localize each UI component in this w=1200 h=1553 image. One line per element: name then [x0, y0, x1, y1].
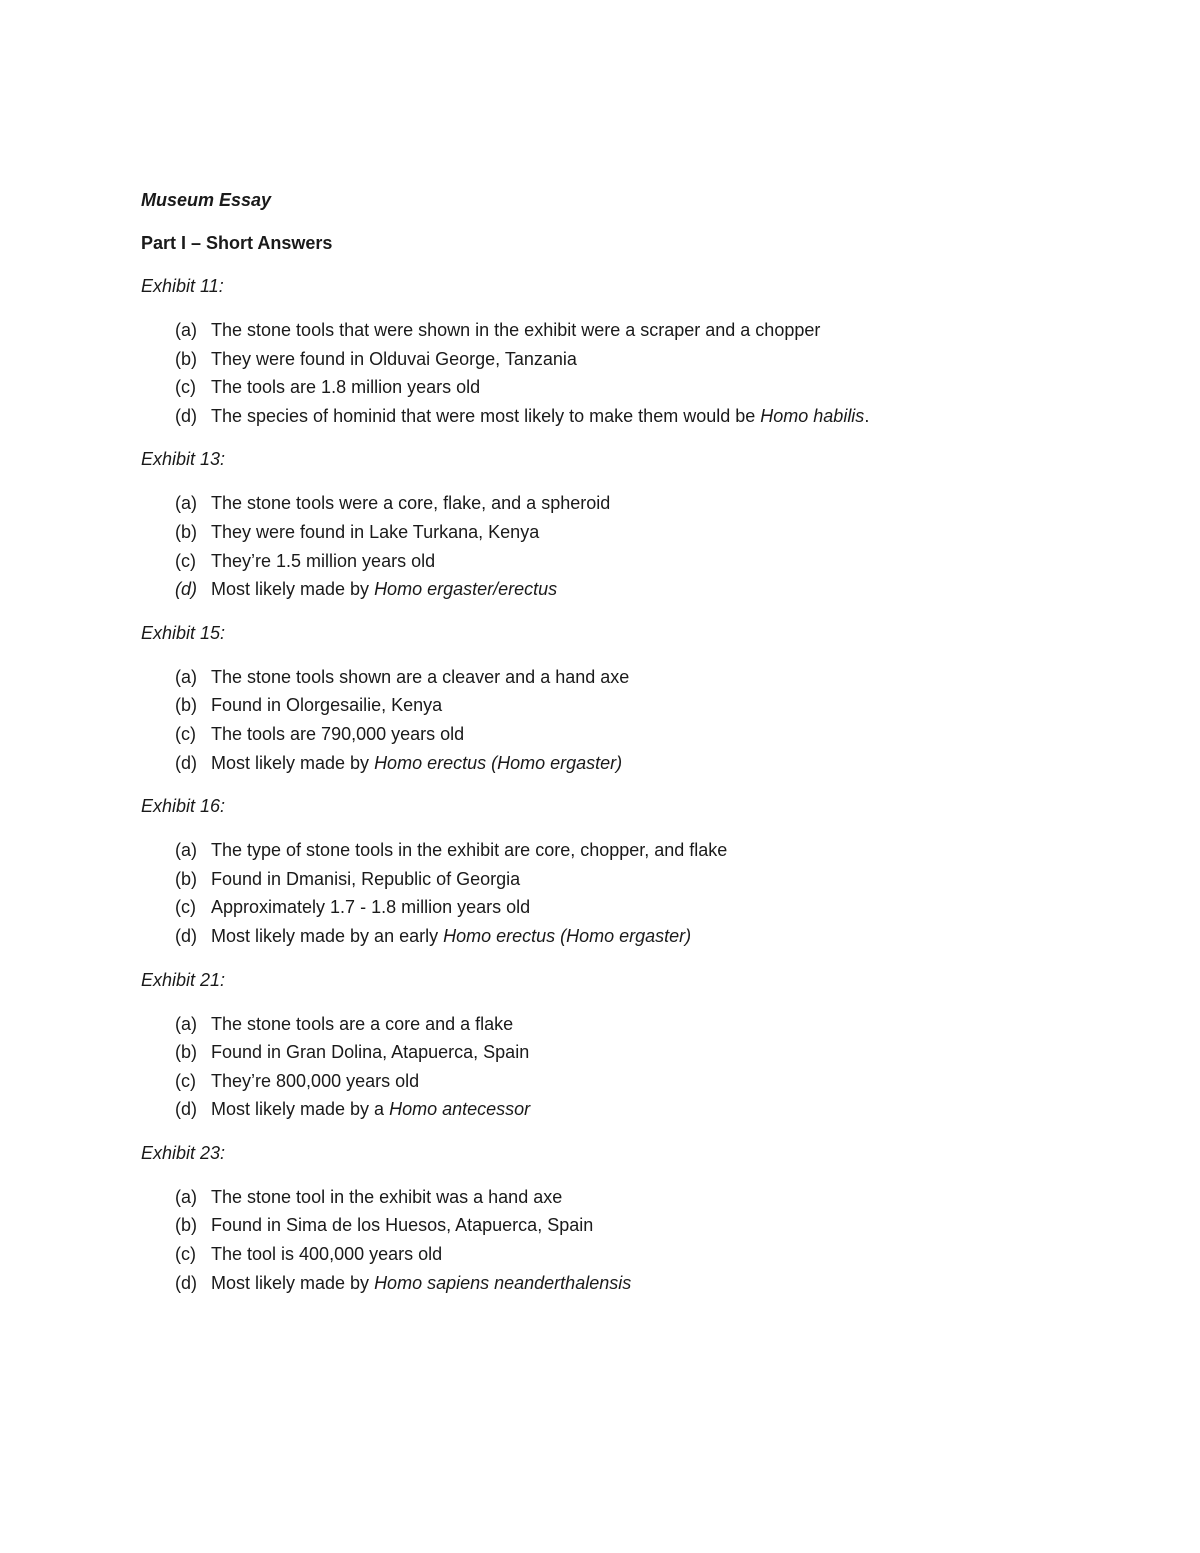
answer-marker: (a) — [175, 1186, 197, 1207]
exhibit-section-1 — [141, 272, 1101, 430]
species-name: Homo erectus (Homo ergaster) — [374, 752, 623, 773]
answer-marker: (d) — [175, 1099, 197, 1120]
answer-text: Most likely made by — [211, 1272, 375, 1293]
answer-text: Found in Olorgesailie, Kenya — [211, 695, 443, 716]
exhibit-heading: Exhibit 23: — [141, 1142, 226, 1163]
answer-text: Most likely made by an early — [211, 925, 444, 946]
species-name: Homo sapiens neanderthalensis — [374, 1272, 632, 1293]
answer-text: They were found in Lake Turkana, Kenya — [211, 521, 540, 542]
answer-marker: (b) — [175, 521, 197, 542]
answer-marker: (a) — [175, 666, 197, 687]
exhibit-heading: Exhibit 16: — [141, 796, 226, 817]
exhibit-section-2 — [141, 445, 1101, 603]
answer-text: They’re 800,000 years old — [211, 1070, 420, 1091]
answer-text: The stone tool in the exhibit was a hand axe — [211, 1186, 563, 1207]
answer-item — [141, 922, 1101, 951]
part-heading: Part I – Short Answers — [141, 233, 333, 253]
answer-item — [141, 691, 1101, 720]
answer-marker: (b) — [175, 1215, 197, 1236]
answer-text: The type of stone tools in the exhibit are core, chopper, and flake — [211, 840, 728, 861]
answer-marker: (c) — [175, 550, 196, 571]
exhibit-heading: Exhibit 11: — [141, 276, 224, 296]
answer-text: The stone tools are a core and a flake — [211, 1013, 514, 1034]
answer-item — [141, 1211, 1101, 1240]
answer-item — [141, 1010, 1101, 1039]
answer-text: Found in Sima de los Huesos, Atapuerca, Spain — [211, 1215, 594, 1236]
exhibit-section-4 — [141, 792, 1101, 950]
answer-list — [141, 1183, 1101, 1297]
answer-marker: (a) — [175, 320, 197, 340]
document-body — [141, 186, 1101, 1297]
answer-text: The tools are 1.8 million years old — [211, 377, 481, 398]
answer-marker: (c) — [175, 377, 196, 398]
answer-text: Most likely made by — [211, 752, 375, 773]
exhibit-heading: Exhibit 13: — [141, 449, 226, 470]
species-name: Homo ergaster/erectus — [374, 579, 558, 600]
answer-text: Found in Dmanisi, Republic of Georgia — [211, 868, 521, 889]
document-title: Museum Essay — [141, 190, 272, 210]
answer-item — [141, 489, 1101, 518]
answer-item — [141, 316, 1101, 345]
answer-item — [141, 1038, 1101, 1067]
answer-marker: (d) — [175, 405, 197, 426]
answer-item — [141, 1067, 1101, 1096]
answer-marker: (c) — [175, 897, 196, 918]
answer-marker: (b) — [175, 348, 197, 369]
answer-marker: (d) — [175, 925, 197, 946]
answer-suffix: . — [864, 405, 870, 426]
species-name: Homo antecessor — [389, 1099, 531, 1120]
exhibit-section-6 — [141, 1139, 1101, 1297]
answer-item — [141, 749, 1101, 778]
exhibit-section-5 — [141, 966, 1101, 1124]
answer-item — [141, 345, 1101, 374]
answer-list — [141, 1010, 1101, 1124]
answer-text: They were found in Olduvai George, Tanzania — [211, 348, 577, 369]
answer-text: The tool is 400,000 years old — [211, 1244, 443, 1265]
exhibit-heading: Exhibit 21: — [141, 969, 226, 990]
answer-marker: (b) — [175, 1042, 197, 1063]
answer-item — [141, 373, 1101, 402]
answer-marker: (d) — [175, 579, 197, 600]
answer-marker: (a) — [175, 840, 197, 861]
answer-list — [141, 663, 1101, 777]
answer-marker: (c) — [175, 1244, 196, 1265]
answer-marker: (a) — [175, 493, 197, 514]
species-name: Homo habilis — [760, 405, 865, 426]
answer-marker: (c) — [175, 1070, 196, 1091]
answer-text: The stone tools shown are a cleaver and a hand axe — [211, 666, 630, 687]
answer-text: Approximately 1.7 - 1.8 million years old — [211, 897, 531, 918]
answer-item — [141, 518, 1101, 547]
answer-text: The tools are 790,000 years old — [211, 723, 465, 744]
answer-marker: (a) — [175, 1013, 197, 1034]
answer-item — [141, 1095, 1101, 1124]
answer-item — [141, 547, 1101, 576]
answer-marker: (b) — [175, 868, 197, 889]
answer-list — [141, 836, 1101, 950]
answer-item — [141, 1269, 1101, 1298]
answer-item — [141, 575, 1101, 604]
answer-item — [141, 893, 1101, 922]
answer-item — [141, 663, 1101, 692]
answer-text: The stone tools that were shown in the exhibit were a scraper and a chopper — [211, 320, 821, 340]
answer-text: Most likely made by a — [211, 1099, 390, 1120]
answer-list — [141, 489, 1101, 603]
exhibit-heading: Exhibit 15: — [141, 622, 226, 643]
answer-text: Most likely made by — [211, 579, 375, 600]
answer-text: Found in Gran Dolina, Atapuerca, Spain — [211, 1042, 530, 1063]
answer-item — [141, 1183, 1101, 1212]
answer-item — [141, 1240, 1101, 1269]
answer-text: The stone tools were a core, flake, and a spheroid — [211, 493, 611, 514]
answer-list — [141, 316, 1101, 430]
answer-text: They’re 1.5 million years old — [211, 550, 436, 571]
exhibit-list — [141, 272, 1101, 1297]
exhibit-section-3 — [141, 619, 1101, 777]
answer-text: The species of hominid that were most likely to make them would be — [211, 405, 761, 426]
answer-item — [141, 865, 1101, 894]
answer-item — [141, 836, 1101, 865]
answer-item — [141, 720, 1101, 749]
answer-marker: (b) — [175, 695, 197, 716]
species-name: Homo erectus (Homo ergaster) — [443, 925, 692, 946]
answer-marker: (d) — [175, 1272, 197, 1293]
answer-item — [141, 402, 1101, 431]
answer-marker: (d) — [175, 752, 197, 773]
answer-marker: (c) — [175, 723, 196, 744]
